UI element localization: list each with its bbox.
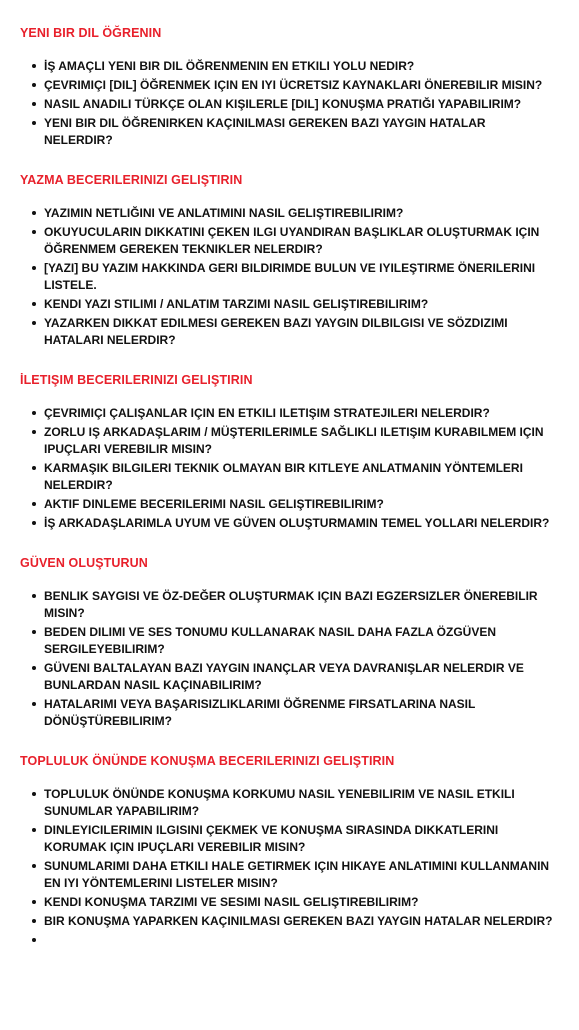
- list-item-text: KARMAŞIK BILGILERI TEKNIK OLMAYAN BIR KITLEYE ANLATMANIN YÖNTEMLERI NELERDIR?: [44, 461, 523, 492]
- list-item: [32, 296, 557, 313]
- list-item: [32, 77, 557, 94]
- section-title: İLETIŞIM BECERILERINIZI GELIŞTIRIN: [20, 373, 253, 387]
- bullet-icon: [32, 900, 36, 904]
- list-item-text: YENI BIR DIL ÖĞRENIRKEN KAÇINILMASI GEREKEN BAZI YAYGIN HATALAR NELERDIR?: [44, 116, 486, 147]
- bullet-icon: [32, 83, 36, 87]
- bullet-icon: [32, 466, 36, 470]
- list-item: [32, 588, 557, 622]
- section-title: TOPLULUK ÖNÜNDE KONUŞMA BECERILERINIZI GELIŞTIRIN: [20, 754, 395, 768]
- list-item-text: KENDI KONUŞMA TARZIMI VE SESIMI NASIL GELIŞTIREBILIRIM?: [44, 895, 419, 909]
- section-learn-language: [20, 26, 557, 149]
- bullet-icon: [32, 919, 36, 923]
- list-item: [32, 260, 557, 294]
- bullet-list: [20, 58, 557, 149]
- list-item: [32, 660, 557, 694]
- list-item-text: BIR KONUŞMA YAPARKEN KAÇINILMASI GEREKEN BAZI YAYGIN HATALAR NELERDIR?: [44, 914, 553, 928]
- bullet-icon: [32, 211, 36, 215]
- bullet-icon: [32, 302, 36, 306]
- list-item: [32, 624, 557, 658]
- list-item: [32, 894, 557, 911]
- list-item-text: GÜVENI BALTALAYAN BAZI YAYGIN INANÇLAR VEYA DAVRANIŞLAR NELERDIR VE BUNLARDAN NASIL KAÇINABILIRIM?: [44, 661, 524, 692]
- bullet-list: [20, 405, 557, 532]
- list-item-text: AKTIF DINLEME BECERILERIMI NASIL GELIŞTIREBILIRIM?: [44, 497, 384, 511]
- list-item-text: KENDI YAZI STILIMI / ANLATIM TARZIMI NASIL GELIŞTIREBILIRIM?: [44, 297, 429, 311]
- list-item: [32, 205, 557, 222]
- section-title: YENI BIR DIL ÖĞRENIN: [20, 26, 162, 40]
- bullet-icon: [32, 630, 36, 634]
- bullet-icon: [32, 864, 36, 868]
- list-item-text: ZORLU IŞ ARKADAŞLARIM / MÜŞTERILERIMLE SAĞLIKLI ILETIŞIM KURABILMEM IÇIN IPUÇLARI VEREBILIR MISIN?: [44, 425, 544, 456]
- list-item-text: SUNUMLARIMI DAHA ETKILI HALE GETIRMEK IÇIN HIKAYE ANLATIMINI KULLANMANIN EN IYI YÖNTEMLERINI LISTELER MISIN?: [44, 859, 550, 890]
- bullet-list: [20, 205, 557, 349]
- bullet-icon: [32, 828, 36, 832]
- list-item: [32, 224, 557, 258]
- list-item: [32, 96, 557, 113]
- list-item: [32, 786, 557, 820]
- bullet-icon: [32, 411, 36, 415]
- list-item-text: DINLEYICILERIMIN ILGISINI ÇEKMEK VE KONUŞMA SIRASINDA DIKKATLERINI KORUMAK IÇIN IPUÇLARI VEREBILIR MISIN?: [44, 823, 499, 854]
- list-item: [32, 115, 557, 149]
- section-title: GÜVEN OLUŞTURUN: [20, 556, 148, 570]
- bullet-icon: [32, 521, 36, 525]
- section-writing-skills: [20, 173, 557, 349]
- list-item-text: BENLIK SAYGISI VE ÖZ-DEĞER OLUŞTURMAK IÇIN BAZI EGZERSIZLER ÖNEREBILIR MISIN?: [44, 589, 538, 620]
- list-item: [32, 405, 557, 422]
- list-item-text: İŞ ARKADAŞLARIMLA UYUM VE GÜVEN OLUŞTURMAMIN TEMEL YOLLARI NELERDIR?: [44, 516, 550, 530]
- list-item-text: NASIL ANADILI TÜRKÇE OLAN KIŞILERLE [DIL] KONUŞMA PRATIĞI YAPABILIRIM?: [44, 97, 522, 111]
- list-item: [32, 58, 557, 75]
- bullet-icon: [32, 938, 36, 942]
- bullet-icon: [32, 594, 36, 598]
- list-item-text: OKUYUCULARIN DIKKATINI ÇEKEN ILGI UYANDIRAN BAŞLIKLAR OLUŞTURMAK IÇIN ÖĞRENMEM GEREKEN TEKNIKLER NELERDIR?: [44, 225, 540, 256]
- section-build-confidence: [20, 556, 557, 730]
- list-item-empty: [32, 932, 557, 949]
- list-item: [32, 858, 557, 892]
- list-item-text: BEDEN DILIMI VE SES TONUMU KULLANARAK NASIL DAHA FAZLA ÖZGÜVEN SERGILEYEBILIRIM?: [44, 625, 497, 656]
- list-item-text: HATALARIMI VEYA BAŞARISIZLIKLARIMI ÖĞRENME FIRSATLARINA NASIL DÖNÜŞTÜREBILIRIM?: [44, 697, 476, 728]
- bullet-icon: [32, 502, 36, 506]
- list-item-text: ÇEVRIMIÇI [DIL] ÖĞRENMEK IÇIN EN IYI ÜCRETSIZ KAYNAKLARI ÖNEREBILIR MISIN?: [44, 78, 543, 92]
- list-item-text: [YAZI] BU YAZIM HAKKINDA GERI BILDIRIMDE BULUN VE IYILEŞTIRME ÖNERILERINI LISTELE.: [44, 261, 536, 292]
- bullet-icon: [32, 230, 36, 234]
- bullet-icon: [32, 266, 36, 270]
- bullet-icon: [32, 430, 36, 434]
- list-item: [32, 696, 557, 730]
- list-item: [32, 515, 557, 532]
- bullet-icon: [32, 321, 36, 325]
- list-item: [32, 460, 557, 494]
- list-item: [32, 424, 557, 458]
- bullet-list: [20, 588, 557, 730]
- section-public-speaking: [20, 754, 557, 949]
- bullet-icon: [32, 102, 36, 106]
- list-item-text: İŞ AMAÇLI YENI BIR DIL ÖĞRENMENIN EN ETKILI YOLU NEDIR?: [44, 59, 415, 73]
- list-item: [32, 315, 557, 349]
- section-title: YAZMA BECERILERINIZI GELIŞTIRIN: [20, 173, 243, 187]
- list-item-text: ÇEVRIMIÇI ÇALIŞANLAR IÇIN EN ETKILI ILETIŞIM STRATEJILERI NELERDIR?: [44, 406, 490, 420]
- list-item: [32, 496, 557, 513]
- bullet-icon: [32, 792, 36, 796]
- bullet-list: [20, 786, 557, 949]
- list-item: [32, 913, 557, 930]
- list-item-text: TOPLULUK ÖNÜNDE KONUŞMA KORKUMU NASIL YENEBILIRIM VE NASIL ETKILI SUNUMLAR YAPABILIRIM?: [44, 787, 515, 818]
- bullet-icon: [32, 702, 36, 706]
- bullet-icon: [32, 64, 36, 68]
- bullet-icon: [32, 121, 36, 125]
- list-item: [32, 822, 557, 856]
- bullet-icon: [32, 666, 36, 670]
- list-item-text: YAZARKEN DIKKAT EDILMESI GEREKEN BAZI YAYGIN DILBILGISI VE SÖZDIZIMI HATALARI NELERDIR?: [44, 316, 508, 347]
- section-communication-skills: [20, 373, 557, 532]
- list-item-text: YAZIMIN NETLIĞINI VE ANLATIMINI NASIL GELIŞTIREBILIRIM?: [44, 206, 404, 220]
